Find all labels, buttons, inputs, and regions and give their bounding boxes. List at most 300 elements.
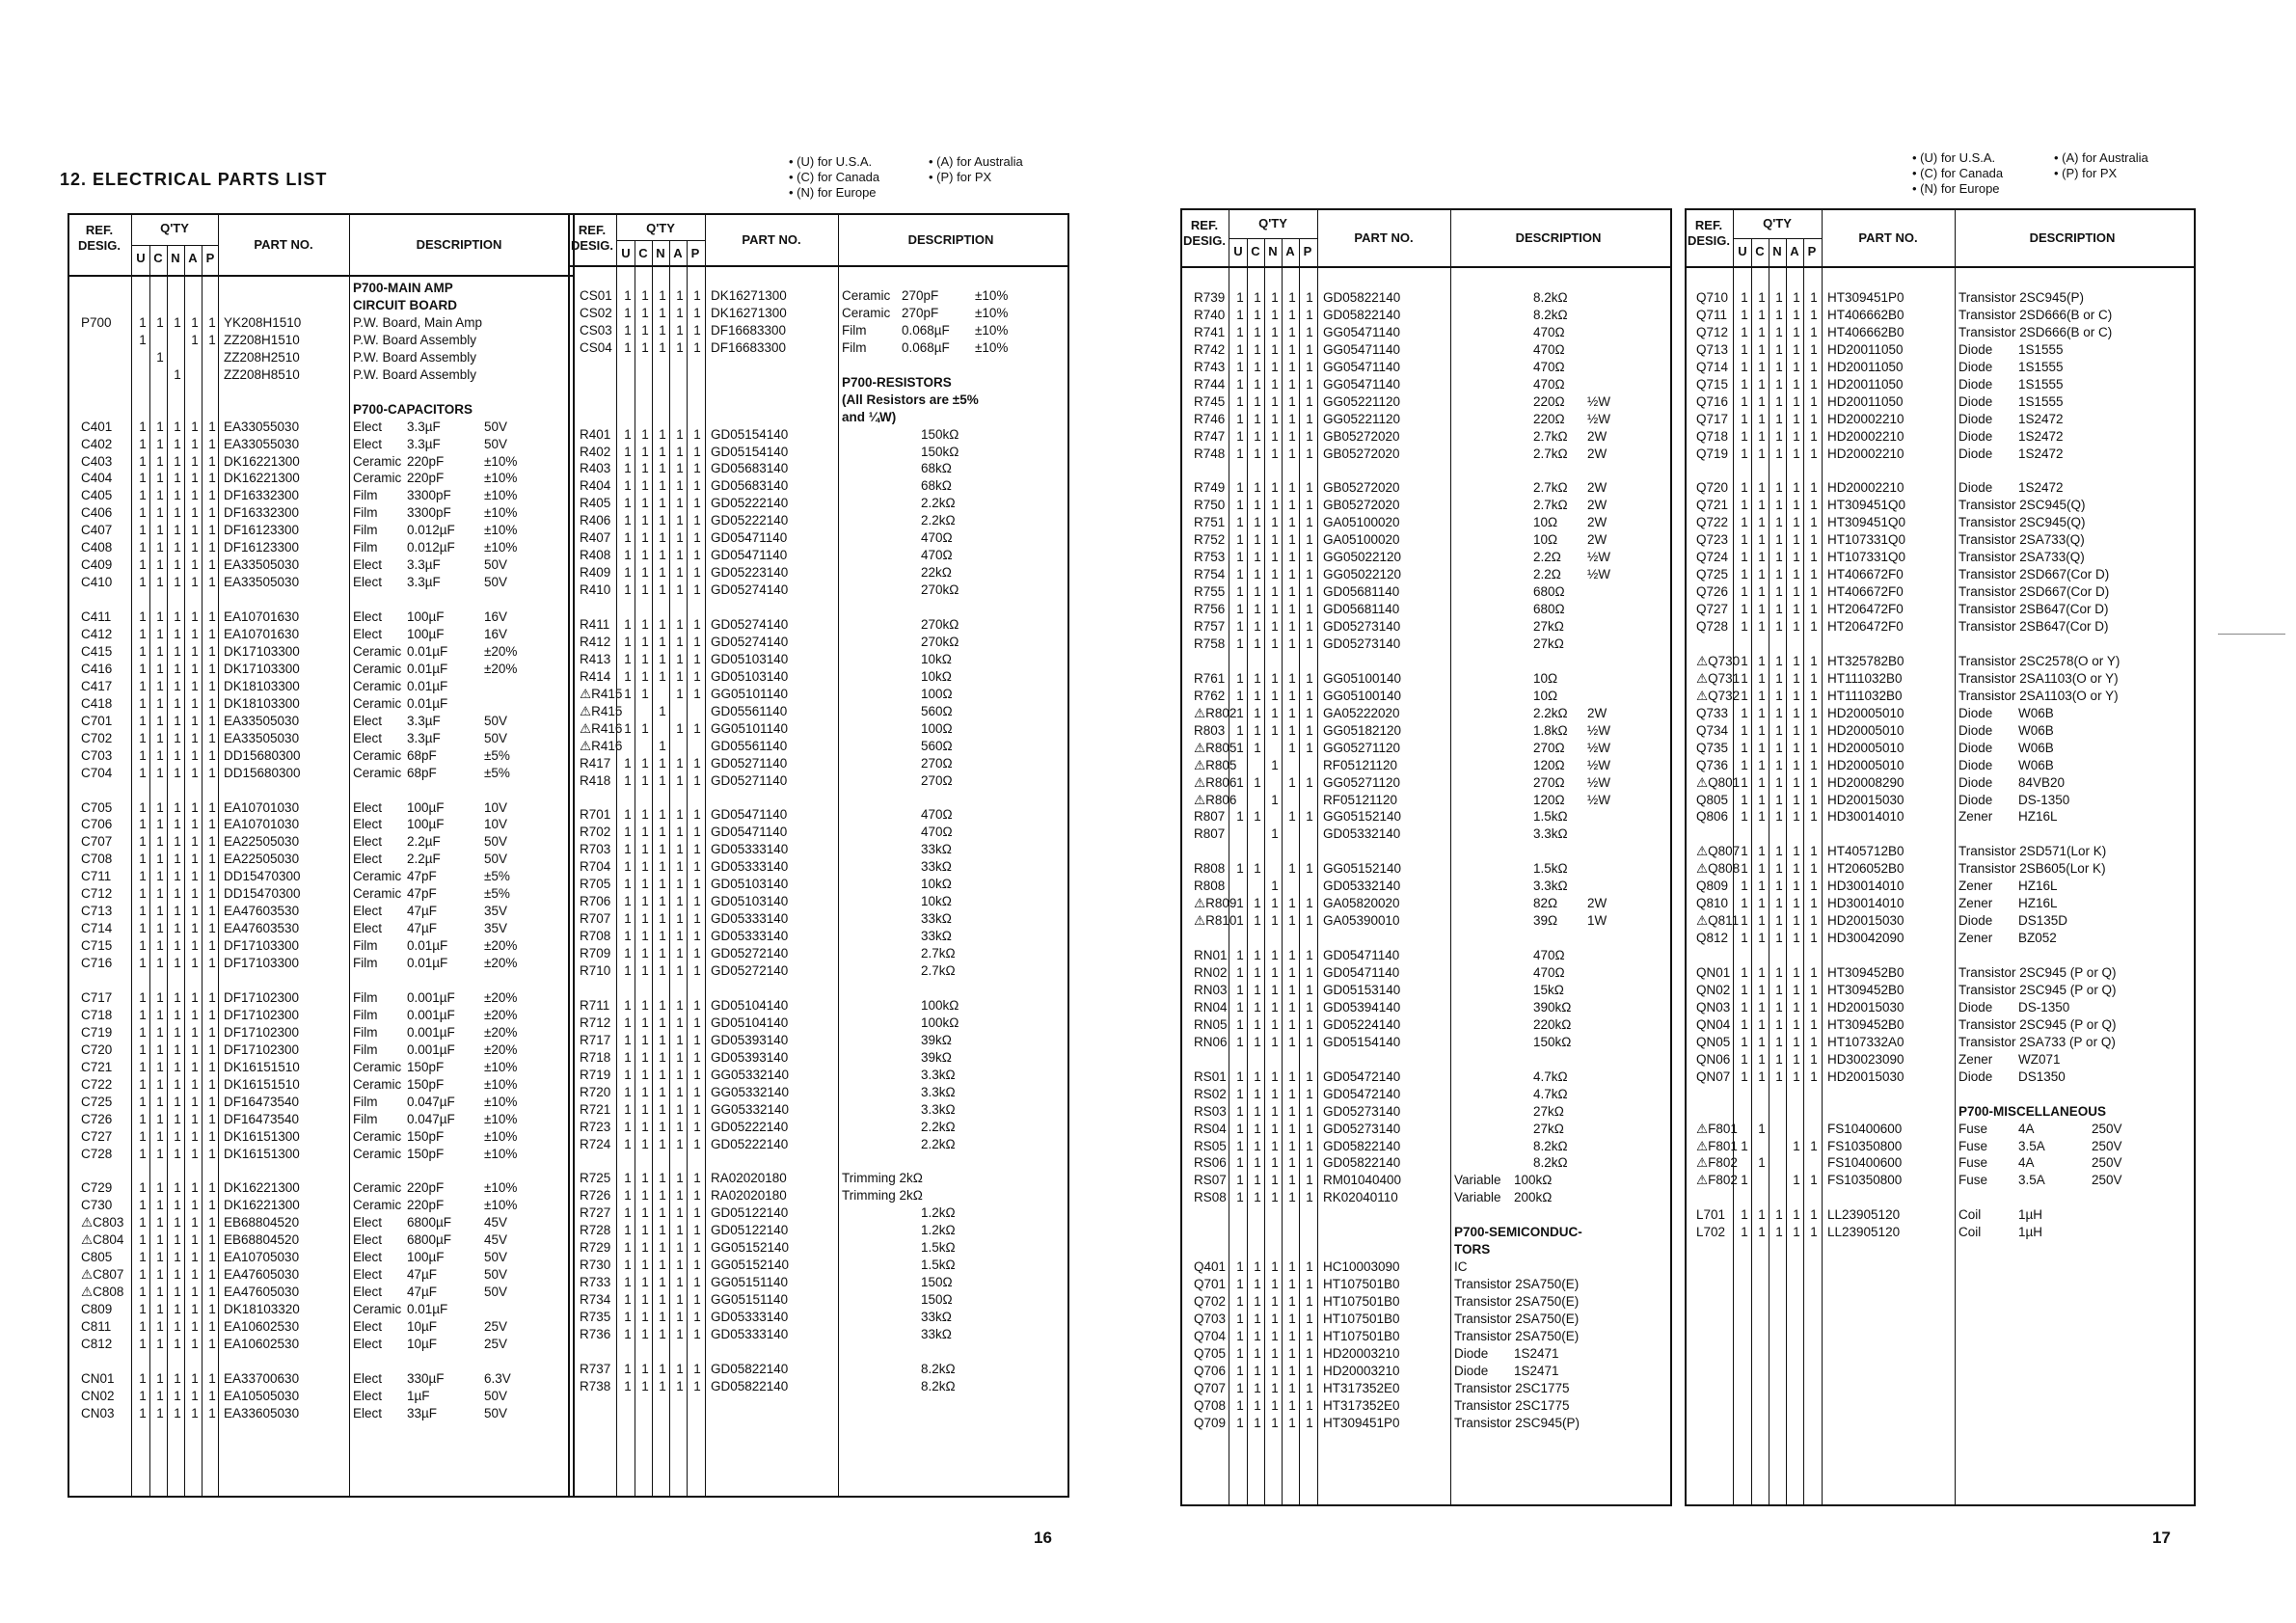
part-number: GD05683140 bbox=[711, 461, 789, 476]
qty-c: 1 bbox=[641, 582, 649, 598]
qty-n: 1 bbox=[1775, 376, 1783, 392]
table-row bbox=[1687, 307, 2194, 324]
qty-p: 1 bbox=[208, 627, 216, 641]
ref-designator: C812 bbox=[81, 1336, 113, 1351]
qty-u: 1 bbox=[1741, 722, 1748, 738]
qty-p: 1 bbox=[1306, 324, 1313, 339]
qty-p: 1 bbox=[208, 540, 216, 555]
value: 0.047µF bbox=[407, 1094, 455, 1109]
qty-c: 1 bbox=[156, 817, 164, 832]
qty-c: 1 bbox=[641, 997, 649, 1013]
qty-p: 1 bbox=[693, 825, 701, 840]
part-number: GD05154140 bbox=[711, 426, 789, 442]
qty-c: 1 bbox=[1758, 774, 1766, 790]
description: Diode bbox=[1958, 774, 1993, 790]
qty-n: 1 bbox=[174, 1388, 181, 1403]
rating: ±10% bbox=[975, 287, 1009, 303]
qty-a: 1 bbox=[676, 513, 684, 528]
ref-designator: C702 bbox=[81, 730, 113, 745]
part-number: EA33055030 bbox=[224, 419, 300, 434]
qty-a: 1 bbox=[1288, 1103, 1296, 1119]
qty-a: 1 bbox=[191, 523, 199, 538]
qty-u: 1 bbox=[624, 513, 632, 528]
table-row bbox=[570, 686, 1067, 703]
spacer-row bbox=[69, 972, 573, 989]
qty-n: 1 bbox=[174, 1041, 181, 1057]
ref-designator: RN06 bbox=[1194, 1034, 1228, 1049]
value: 1.8kΩ bbox=[1533, 722, 1568, 738]
description: Film bbox=[353, 505, 378, 521]
qty-u: 1 bbox=[1741, 653, 1748, 668]
qty-a: 1 bbox=[1288, 1121, 1296, 1136]
value: 150pF bbox=[407, 1146, 445, 1161]
qty-p: 1 bbox=[208, 1267, 216, 1283]
qty-a: 1 bbox=[191, 1319, 199, 1334]
description: Ceramic bbox=[353, 1198, 402, 1213]
qty-c: 1 bbox=[641, 1014, 649, 1030]
value: 3.3kΩ bbox=[1533, 879, 1568, 894]
part-number: DK17103300 bbox=[224, 643, 300, 659]
rating: 50V bbox=[484, 436, 508, 451]
part-number: DK16221300 bbox=[224, 471, 300, 486]
qty-p: 1 bbox=[1306, 982, 1313, 997]
qty-a: 1 bbox=[191, 1215, 199, 1231]
value: 10Ω bbox=[1533, 670, 1558, 686]
qty-c: 1 bbox=[1254, 359, 1261, 374]
section-heading-row bbox=[69, 297, 573, 314]
description: Elect bbox=[353, 904, 383, 919]
table-row bbox=[1182, 1363, 1670, 1380]
ref-designator: R724 bbox=[580, 1136, 611, 1151]
qty-a: 1 bbox=[1288, 740, 1296, 755]
qty-p: 1 bbox=[208, 1076, 216, 1092]
value: 1S2471 bbox=[1514, 1363, 1559, 1378]
part-number: GG05471140 bbox=[1323, 341, 1401, 357]
description: Coil bbox=[1958, 1225, 1982, 1240]
qty-u: 1 bbox=[1741, 411, 1748, 426]
ref-designator: R808 bbox=[1194, 861, 1226, 877]
ref-designator: R712 bbox=[580, 1014, 611, 1030]
qty-a: 1 bbox=[676, 1240, 684, 1256]
section-heading: P700-RESISTORS bbox=[842, 374, 952, 390]
qty-a: 1 bbox=[1288, 341, 1296, 357]
qty-c: 1 bbox=[1758, 341, 1766, 357]
qty-u: 1 bbox=[624, 1101, 632, 1117]
qty-a: 1 bbox=[191, 921, 199, 936]
description: Film bbox=[353, 956, 378, 971]
part-number: GD05222140 bbox=[711, 496, 789, 511]
part-number: DK16221300 bbox=[224, 453, 300, 469]
value: 0.001µF bbox=[407, 1007, 455, 1022]
table-row bbox=[1687, 324, 2194, 341]
qty-u: 1 bbox=[1741, 999, 1748, 1014]
value: 3.5A bbox=[2018, 1173, 2045, 1188]
table-row bbox=[69, 1041, 573, 1059]
part-number: EA10602530 bbox=[224, 1336, 300, 1351]
qty-a: 1 bbox=[191, 678, 199, 693]
description: Elect bbox=[353, 627, 383, 641]
value: 0.01µF bbox=[407, 938, 448, 954]
qty-u: 1 bbox=[139, 938, 147, 954]
description: Elect bbox=[353, 817, 383, 832]
qty-p: 1 bbox=[693, 963, 701, 978]
qty-c: 1 bbox=[156, 575, 164, 590]
qty-a: 1 bbox=[676, 305, 684, 320]
table-row bbox=[69, 713, 573, 730]
value: DS135D bbox=[2018, 913, 2068, 929]
table-row bbox=[1182, 688, 1670, 705]
qty-u: 1 bbox=[139, 1041, 147, 1057]
qty-a: 1 bbox=[191, 904, 199, 919]
qty-n: 1 bbox=[174, 1302, 181, 1317]
qty-c: 1 bbox=[1758, 324, 1766, 339]
description: Zener bbox=[1958, 1051, 1993, 1067]
description: Elect bbox=[353, 1370, 383, 1386]
qty-u: 1 bbox=[1741, 879, 1748, 894]
part-number: HD20011050 bbox=[1827, 376, 1904, 392]
qty-c: 1 bbox=[1758, 982, 1766, 997]
part-number: DF16123300 bbox=[224, 523, 300, 538]
qty-c: 1 bbox=[641, 1378, 649, 1393]
table-row bbox=[1687, 359, 2194, 376]
table-row bbox=[69, 1059, 573, 1076]
rating: 50V bbox=[484, 419, 508, 434]
table-row bbox=[69, 730, 573, 747]
qty-u: 1 bbox=[624, 1205, 632, 1221]
qty-c: 1 bbox=[1758, 498, 1766, 513]
qty-p: 1 bbox=[208, 1232, 216, 1248]
qty-p: 1 bbox=[1306, 550, 1313, 565]
description: Transistor 2SC945(Q) bbox=[1958, 498, 2086, 513]
part-number: DD15470300 bbox=[224, 886, 301, 902]
table-row bbox=[1687, 964, 2194, 982]
description: Elect bbox=[353, 1232, 383, 1248]
qty-c: 1 bbox=[641, 1326, 649, 1341]
rating: 25V bbox=[484, 1319, 508, 1334]
qty-n: 1 bbox=[174, 1232, 181, 1248]
qty-p: 1 bbox=[208, 575, 216, 590]
table-row bbox=[69, 816, 573, 833]
table-row bbox=[1182, 289, 1670, 307]
value: BZ052 bbox=[2018, 931, 2057, 946]
qty-n: 1 bbox=[174, 1111, 181, 1126]
qty-p: 1 bbox=[1810, 498, 1818, 513]
qty-p: 1 bbox=[208, 419, 216, 434]
qty-u: 1 bbox=[1236, 1121, 1244, 1136]
spacer-row bbox=[1687, 1189, 2194, 1206]
qty-u: 1 bbox=[1236, 1155, 1244, 1171]
qty-c: 1 bbox=[1254, 1086, 1261, 1101]
qty-n: 1 bbox=[659, 772, 666, 788]
qty-u: 1 bbox=[624, 1292, 632, 1308]
spacer-row bbox=[1182, 1206, 1670, 1224]
qty-a: 1 bbox=[1793, 1068, 1800, 1084]
qty-n: 1 bbox=[174, 765, 181, 780]
qty-n: 1 bbox=[1775, 498, 1783, 513]
qty-a-header: A bbox=[673, 246, 683, 260]
ref-designator: R745 bbox=[1194, 393, 1226, 409]
qty-u: 1 bbox=[139, 1128, 147, 1144]
qty-p: 1 bbox=[693, 997, 701, 1013]
table-row bbox=[1687, 289, 2194, 307]
table-row bbox=[1182, 722, 1670, 740]
qty-a: 1 bbox=[676, 946, 684, 961]
value: 0.01µF bbox=[407, 1302, 448, 1317]
value: 0.068µF bbox=[902, 339, 950, 355]
qty-c: 1 bbox=[156, 609, 164, 625]
table-row bbox=[1687, 376, 2194, 393]
part-number: HT107331Q0 bbox=[1827, 550, 1906, 565]
value: 2.7kΩ bbox=[1533, 498, 1568, 513]
value: HZ16L bbox=[2018, 896, 2058, 911]
qty-p: 1 bbox=[208, 938, 216, 954]
qty-c: 1 bbox=[1254, 809, 1261, 825]
qty-a: 1 bbox=[191, 1111, 199, 1126]
rating: 16V bbox=[484, 609, 508, 625]
table-row bbox=[570, 1084, 1067, 1101]
qty-a: 1 bbox=[191, 1180, 199, 1196]
part-number: DF16332300 bbox=[224, 505, 300, 521]
qty-p: 1 bbox=[693, 287, 701, 303]
table-row bbox=[570, 668, 1067, 686]
value: 1µH bbox=[2018, 1225, 2043, 1240]
part-header: PART NO. bbox=[1354, 230, 1414, 245]
description: Ceramic bbox=[353, 643, 402, 659]
value: 470Ω bbox=[921, 825, 953, 840]
value: 22kΩ bbox=[921, 565, 952, 581]
spacer-row bbox=[1687, 636, 2194, 653]
ref-designator: Q703 bbox=[1194, 1312, 1227, 1326]
ref-designator: ⚠R806 bbox=[1194, 774, 1237, 790]
qty-a: 1 bbox=[676, 1292, 684, 1308]
qty-n: 1 bbox=[1775, 584, 1783, 600]
qty-u: 1 bbox=[139, 1388, 147, 1403]
description: Transistor 2SD666(B or C) bbox=[1958, 324, 2113, 339]
qty-n: 1 bbox=[1775, 982, 1783, 997]
ref-designator: Q736 bbox=[1696, 757, 1729, 772]
rating: 10V bbox=[484, 817, 508, 832]
qty-a: 1 bbox=[676, 807, 684, 823]
qty-u: 1 bbox=[139, 869, 147, 884]
table-row bbox=[570, 893, 1067, 910]
section-heading: P700-MAIN AMP bbox=[353, 281, 453, 295]
qty-c: 1 bbox=[1758, 757, 1766, 772]
qty-a: 1 bbox=[676, 478, 684, 494]
ref-designator: R703 bbox=[580, 842, 611, 857]
qty-n: 1 bbox=[174, 1198, 181, 1213]
ref-header: REF. DESIG. bbox=[570, 223, 614, 253]
qty-a: 1 bbox=[676, 842, 684, 857]
description: Fuse bbox=[1958, 1138, 1988, 1153]
qty-u: 1 bbox=[1741, 619, 1748, 634]
table-row bbox=[1182, 982, 1670, 999]
qty-u: 1 bbox=[139, 956, 147, 971]
qty-n: 1 bbox=[174, 817, 181, 832]
qty-n: 1 bbox=[174, 921, 181, 936]
ref-designator: ⚠R805 bbox=[1194, 757, 1237, 772]
qty-p: 1 bbox=[693, 565, 701, 581]
qty-p: 1 bbox=[693, 1119, 701, 1134]
qty-c: 1 bbox=[1254, 1155, 1261, 1171]
part-number: EA10701630 bbox=[224, 627, 300, 641]
qty-u: 1 bbox=[139, 695, 147, 711]
ref-designator: C411 bbox=[81, 609, 112, 625]
qty-n: 1 bbox=[174, 852, 181, 867]
qty-n: 1 bbox=[174, 1146, 181, 1161]
qty-p: 1 bbox=[1306, 341, 1313, 357]
qty-c: 1 bbox=[1254, 1294, 1261, 1310]
qty-n: 1 bbox=[1271, 1345, 1279, 1361]
qty-a: 1 bbox=[191, 747, 199, 763]
description: Elect bbox=[353, 436, 383, 451]
qty-n: 1 bbox=[1271, 1155, 1279, 1171]
qty-n: 1 bbox=[1775, 567, 1783, 582]
ref-designator: C707 bbox=[81, 834, 113, 850]
qty-a: 1 bbox=[191, 1076, 199, 1092]
description: Fuse bbox=[1958, 1155, 1988, 1171]
table-row bbox=[1687, 1224, 2194, 1241]
qty-c: 1 bbox=[156, 505, 164, 521]
qty-n: 1 bbox=[1271, 341, 1279, 357]
rating: ±20% bbox=[484, 938, 518, 954]
qty-n: 1 bbox=[1271, 965, 1279, 980]
part-number: GD05223140 bbox=[711, 565, 789, 581]
part-number: DF17102300 bbox=[224, 1007, 300, 1022]
qty-c: 1 bbox=[1758, 999, 1766, 1014]
qty-u: 1 bbox=[1741, 498, 1748, 513]
spacer-row bbox=[570, 790, 1067, 807]
legend-px: • (P) for PX bbox=[2054, 166, 2118, 180]
table-row bbox=[570, 287, 1067, 305]
description: Ceramic bbox=[842, 287, 891, 303]
ref-designator: RN04 bbox=[1194, 999, 1228, 1014]
ref-designator: R406 bbox=[580, 513, 611, 528]
qty-u: 1 bbox=[1741, 1173, 1748, 1188]
rating: 45V bbox=[484, 1232, 508, 1248]
ref-designator: ⚠Q808 bbox=[1696, 861, 1741, 877]
qty-n: 1 bbox=[659, 1049, 666, 1065]
qty-p: 1 bbox=[693, 772, 701, 788]
description: Transistor 2SC945(P) bbox=[1454, 1415, 1580, 1430]
qty-a: 1 bbox=[1288, 1034, 1296, 1049]
legend-canada: • (C) for Canada bbox=[789, 170, 880, 184]
part-number: GD05222140 bbox=[711, 513, 789, 528]
section-heading: TORS bbox=[1454, 1242, 1491, 1258]
qty-p: 1 bbox=[208, 886, 216, 902]
value: 0.01µF bbox=[407, 956, 448, 971]
qty-a: 1 bbox=[191, 989, 199, 1005]
description: Zener bbox=[1958, 879, 1993, 894]
qty-a: 1 bbox=[1288, 861, 1296, 877]
value: 390kΩ bbox=[1533, 999, 1572, 1014]
page-number-right: 17 bbox=[2152, 1528, 2171, 1547]
value: 100µF bbox=[407, 627, 445, 641]
qty-c: 1 bbox=[641, 946, 649, 961]
ref-designator: C717 bbox=[81, 989, 113, 1005]
qty-u: 1 bbox=[624, 582, 632, 598]
table-row bbox=[1182, 1311, 1670, 1328]
qty-p: 1 bbox=[1306, 446, 1313, 461]
ref-designator: RS04 bbox=[1194, 1121, 1227, 1136]
qty-a: 1 bbox=[1793, 446, 1800, 461]
qty-n: 1 bbox=[659, 287, 666, 303]
qty-n: 1 bbox=[1271, 307, 1279, 322]
description: Transistor 2SA750(E) bbox=[1454, 1294, 1580, 1310]
value: 0.001µF bbox=[407, 989, 455, 1005]
qty-p: 1 bbox=[1306, 636, 1313, 651]
part-number: HT406662B0 bbox=[1827, 307, 1904, 322]
part-number: GD05103140 bbox=[711, 877, 789, 892]
ref-header: REF. DESIG. bbox=[77, 223, 122, 253]
part-number: DD15680300 bbox=[224, 747, 301, 763]
table-row bbox=[570, 858, 1067, 876]
qty-c: 1 bbox=[641, 1223, 649, 1238]
part-number: EA10701030 bbox=[224, 817, 300, 832]
value: 150kΩ bbox=[921, 426, 959, 442]
value: 2.2Ω bbox=[1533, 550, 1561, 565]
qty-c: 1 bbox=[641, 1205, 649, 1221]
part-number: HD20005010 bbox=[1827, 740, 1904, 755]
qty-p: 1 bbox=[208, 1302, 216, 1317]
qty-u: 1 bbox=[139, 747, 147, 763]
table-row bbox=[570, 1361, 1067, 1378]
qty-a: 1 bbox=[1288, 1277, 1296, 1292]
ref-designator: R718 bbox=[580, 1049, 611, 1065]
part-number: GA05390010 bbox=[1323, 913, 1400, 929]
value: DS1350 bbox=[2018, 1068, 2066, 1084]
qty-n: 1 bbox=[1775, 740, 1783, 755]
qty-c: 1 bbox=[156, 419, 164, 434]
value: 1.5kΩ bbox=[921, 1258, 956, 1273]
part-number: HD20002210 bbox=[1827, 428, 1904, 444]
table-row bbox=[570, 1291, 1067, 1309]
qty-p: 1 bbox=[1810, 1051, 1818, 1067]
ref-designator: C708 bbox=[81, 852, 113, 867]
qty-u: 1 bbox=[1236, 584, 1244, 600]
value: 47µF bbox=[407, 904, 438, 919]
ref-designator: CN02 bbox=[81, 1388, 115, 1403]
value: 1S1555 bbox=[2018, 341, 2064, 357]
table-row bbox=[69, 643, 573, 661]
part-number: HT107501B0 bbox=[1323, 1294, 1400, 1310]
qty-n: 1 bbox=[1775, 1016, 1783, 1032]
qty-a: 1 bbox=[676, 894, 684, 909]
description: Coil bbox=[1958, 1207, 1982, 1223]
qty-a: 1 bbox=[676, 668, 684, 684]
qty-n: 1 bbox=[1271, 446, 1279, 461]
qty-p: 1 bbox=[693, 1049, 701, 1065]
part-number: GD05153140 bbox=[1323, 982, 1401, 997]
qty-n: 1 bbox=[659, 548, 666, 563]
qty-n: 1 bbox=[1271, 324, 1279, 339]
qty-c: 1 bbox=[1254, 1034, 1261, 1049]
value: 47µF bbox=[407, 1285, 438, 1300]
value: 100kΩ bbox=[1514, 1173, 1553, 1188]
qty-u: 1 bbox=[139, 661, 147, 676]
qty-u: 1 bbox=[1236, 861, 1244, 877]
qty-p-header: P bbox=[1807, 244, 1817, 258]
qty-n: 1 bbox=[174, 938, 181, 954]
qty-n: 1 bbox=[659, 322, 666, 338]
qty-c-header: C bbox=[1251, 244, 1260, 258]
qty-p: 1 bbox=[208, 799, 216, 815]
description: Ceramic bbox=[353, 678, 402, 693]
qty-c: 1 bbox=[641, 634, 649, 649]
ref-designator: ⚠R415 bbox=[580, 703, 623, 718]
ref-designator: R744 bbox=[1194, 376, 1226, 392]
part-number: GG05152140 bbox=[711, 1240, 790, 1256]
part-number: GB05272020 bbox=[1323, 480, 1400, 496]
